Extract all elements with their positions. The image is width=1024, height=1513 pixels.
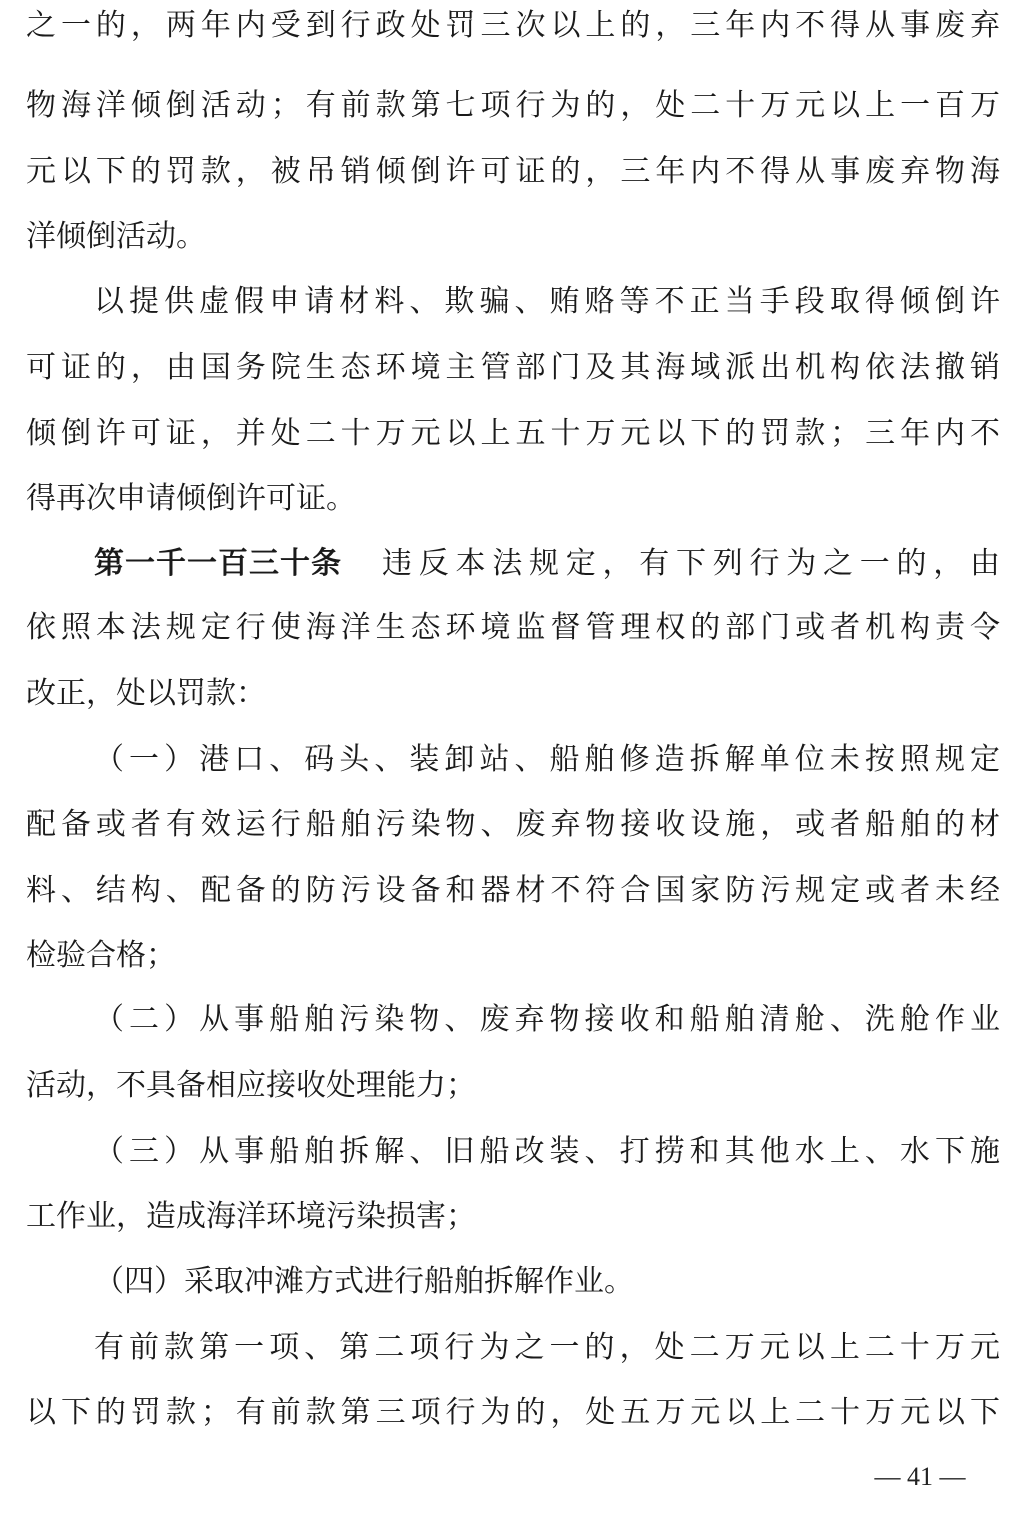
- text-line: 依照本法规定行使海洋生态环境监督管理权的部门或者机构责令: [26, 610, 1000, 645]
- article-text: 违反本法规定，有下列行为之一的，由: [382, 546, 1000, 581]
- text-line: 可证的，由国务院生态环境主管部门及其海域派出机构依法撤销: [26, 350, 1000, 385]
- article-title: 第一千一百三十条: [94, 546, 342, 581]
- item-line: （三）从事船舶拆解、旧船改装、打捞和其他水上、水下施: [94, 1134, 1000, 1169]
- text-line: 元以下的罚款，被吊销倾倒许可证的，三年内不得从事废弃物海: [26, 154, 1000, 189]
- text-line: 之一的，两年内受到行政处罚三次以上的，三年内不得从事废弃: [26, 8, 1000, 43]
- text-line: 洋倾倒活动。: [26, 219, 206, 254]
- text-line: 工作业，造成海洋环境污染损害；: [26, 1199, 476, 1234]
- item-line: （一）港口、码头、装卸站、船舶修造拆解单位未按照规定: [94, 742, 1000, 777]
- text-line: 改正，处以罚款：: [26, 676, 266, 711]
- item-line: （四）采取冲滩方式进行船舶拆解作业。: [94, 1264, 634, 1299]
- item-line: （二）从事船舶污染物、废弃物接收和船舶清舱、洗舱作业: [94, 1002, 1000, 1037]
- text-line: 得再次申请倾倒许可证。: [26, 481, 356, 516]
- paragraph-start-line: 有前款第一项、第二项行为之一的，处二万元以上二十万元: [94, 1330, 1000, 1365]
- text-line: 检验合格；: [26, 938, 176, 973]
- text-line: 料、结构、配备的防污设备和器材不符合国家防污规定或者未经: [26, 873, 1000, 908]
- text-line: 配备或者有效运行船舶污染物、废弃物接收设施，或者船舶的材: [26, 807, 1000, 842]
- text-line: 以下的罚款；有前款第三项行为的，处五万元以上二十万元以下: [26, 1395, 1000, 1430]
- text-line: 物海洋倾倒活动；有前款第七项行为的，处二十万元以上一百万: [26, 88, 1000, 123]
- article-heading-line: [26, 542, 1000, 586]
- text-line: 活动，不具备相应接收处理能力；: [26, 1068, 476, 1103]
- paragraph-start-line: 以提供虚假申请材料、欺骗、贿赂等不正当手段取得倾倒许: [94, 284, 1000, 319]
- text-line: 倾倒许可证，并处二十万元以上五十万元以下的罚款；三年内不: [26, 416, 1000, 451]
- page-number: — 41 —: [874, 1462, 966, 1491]
